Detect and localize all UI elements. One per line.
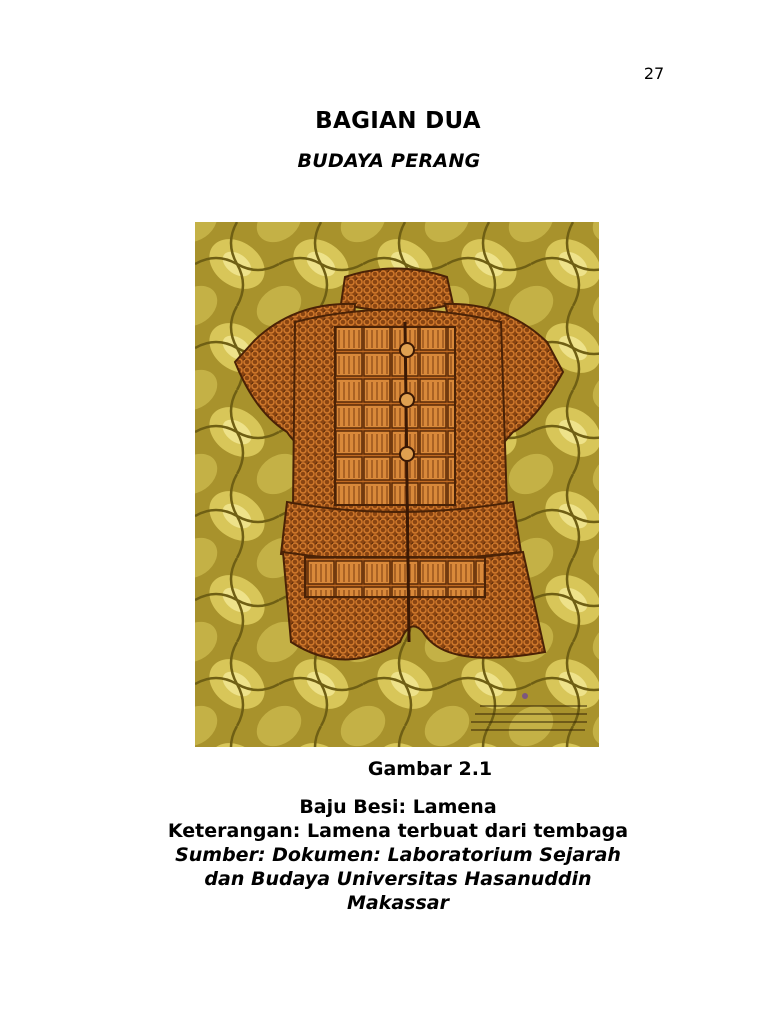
armor-skirt-plates [305,557,485,597]
page-number: 27 [643,64,665,83]
figure-label: Gambar 2.1 [367,758,493,780]
figure-caption [0,795,768,915]
armor-figure-image [195,222,599,747]
caption-source-line-3: Makassar [347,892,449,914]
caption-source-line-2: dan Budaya Universitas Hasanuddin [204,868,592,890]
armor-chest-plates [335,327,455,505]
section-subtitle: BUDAYA PERANG [297,150,481,172]
caption-source-line-1: Sumber: Dokumen: Laboratorium Sejarah [175,844,621,866]
section-title: BAGIAN DUA [315,108,481,134]
caption-note: Keterangan: Lamena terbuat dari tembaga [167,820,629,842]
armor-illustration [195,222,599,747]
armor-collar [341,269,453,312]
caption-title: Baju Besi: Lamena [299,796,497,818]
